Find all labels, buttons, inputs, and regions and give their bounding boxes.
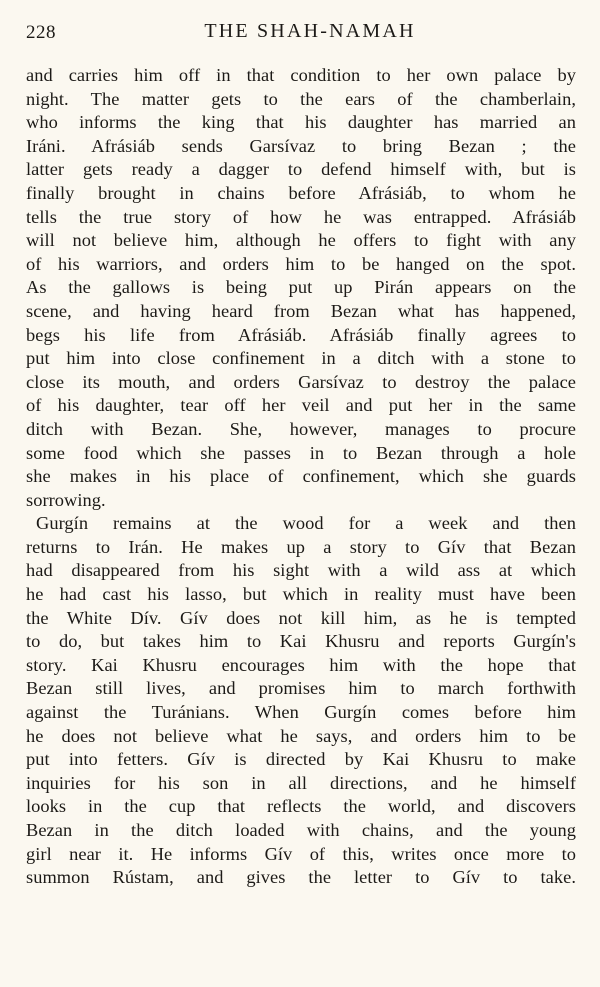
text-line: As the gallows is being put up Pirán appears on the <box>26 277 576 298</box>
text-line: Iráni. Afrásiáb sends Garsívaz to bring Bezan ; the <box>26 135 576 156</box>
text-line: some food which she passes in to Bezan through a hole <box>26 442 576 463</box>
text-line: and carries him off in that condition to her own palace by <box>26 65 576 85</box>
text-line: against the Turánians. When Gurgín comes before him <box>26 702 576 723</box>
text-line: to do, but takes him to Kai Khusru and reports Gurgín's <box>26 631 576 652</box>
text-line: inquiries for his son in all directions, and he himself <box>26 772 576 793</box>
text-line: had disappeared from his sight with a wild ass at which <box>26 560 576 581</box>
text-line: put him into close confinement in a ditch with a stone to <box>26 348 576 369</box>
text-line: story. Kai Khusru encourages him with the hope that <box>26 654 576 675</box>
text-line: night. The matter gets to the ears of the chamberlain, <box>26 88 576 109</box>
page-header <box>26 18 574 48</box>
running-title: THE SHAH-NAMAH <box>204 20 416 42</box>
text-line: of his warriors, and orders him to be hanged on the spot. <box>26 253 576 274</box>
text-line: Bezan still lives, and promises him to march forthwith <box>26 678 576 699</box>
text-line: he does not believe what he says, and orders him to be <box>26 725 576 746</box>
text-line: the White Dív. Gív does not kill him, as he is tempted <box>26 607 576 628</box>
text-line: looks in the cup that reflects the world, and discovers <box>26 796 576 817</box>
page-number: 228 <box>26 22 56 43</box>
text-line: begs his life from Afrásiáb. Afrásiáb finally agrees to <box>26 324 576 345</box>
text-line: scene, and having heard from Bezan what has happened, <box>26 300 576 321</box>
text-line: latter gets ready a dagger to defend himself with, but is <box>26 159 576 180</box>
text-line: close its mouth, and orders Garsívaz to destroy the palace <box>26 371 576 392</box>
text-line: returns to Irán. He makes up a story to Gív that Bezan <box>26 536 576 557</box>
text-line: will not believe him, although he offers to fight with any <box>26 230 576 251</box>
text-line: tells the true story of how he was entrapped. Afrásiáb <box>26 206 576 227</box>
text-line: of his daughter, tear off her veil and put her in the same <box>26 395 576 416</box>
text-line: he had cast his lasso, but which in reality must have been <box>26 584 576 605</box>
text-line: put into fetters. Gív is directed by Kai Khusru to make <box>26 749 576 770</box>
text-line: girl near it. He informs Gív of this, writes once more to <box>26 843 576 864</box>
text-line: sorrowing. <box>26 489 106 510</box>
text-line: ditch with Bezan. She, however, manages to procure <box>26 418 576 439</box>
text-line: Bezan in the ditch loaded with chains, and the young <box>26 820 576 840</box>
text-line: who informs the king that his daughter has married an <box>26 112 576 133</box>
text-line: finally brought in chains before Afrásiáb, to whom he <box>26 182 576 203</box>
text-line: Gurgín remains at the wood for a week and then <box>36 513 576 534</box>
body-text <box>26 64 576 890</box>
text-line: summon Rústam, and gives the letter to Gív to take. <box>26 867 576 888</box>
text-line: she makes in his place of confinement, which she guards <box>26 466 576 487</box>
